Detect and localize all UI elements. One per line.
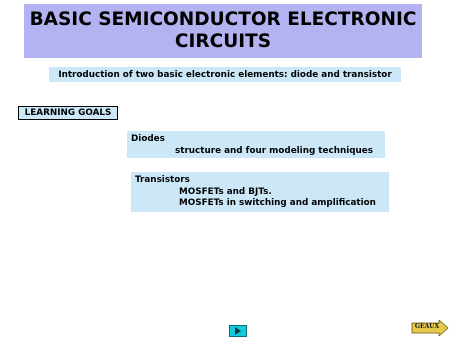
- subtitle-banner: [49, 67, 401, 82]
- title-banner: [24, 4, 422, 58]
- topic-line: structure and four modeling techniques: [175, 145, 373, 156]
- topic-heading: Diodes: [131, 134, 165, 144]
- topic-line: MOSFETs and BJTs.: [179, 186, 272, 197]
- play-arrow-icon: [234, 327, 242, 335]
- page-title: BASIC SEMICONDUCTOR ELECTRONIC CIRCUITS: [29, 9, 417, 52]
- next-slide-button[interactable]: [229, 325, 247, 337]
- page-subtitle: Introduction of two basic electronic elements: diode and transistor: [58, 69, 392, 80]
- topic-line: MOSFETs in switching and amplification: [179, 198, 376, 208]
- learning-goals-label: LEARNING GOALS: [24, 108, 112, 118]
- geaux-label: GEAUX: [414, 323, 440, 330]
- topic-heading: Transistors: [135, 175, 190, 185]
- topic-diodes: [127, 131, 385, 158]
- topic-transistors: [131, 172, 389, 212]
- geaux-button[interactable]: [411, 320, 449, 336]
- learning-goals-button[interactable]: [18, 106, 118, 120]
